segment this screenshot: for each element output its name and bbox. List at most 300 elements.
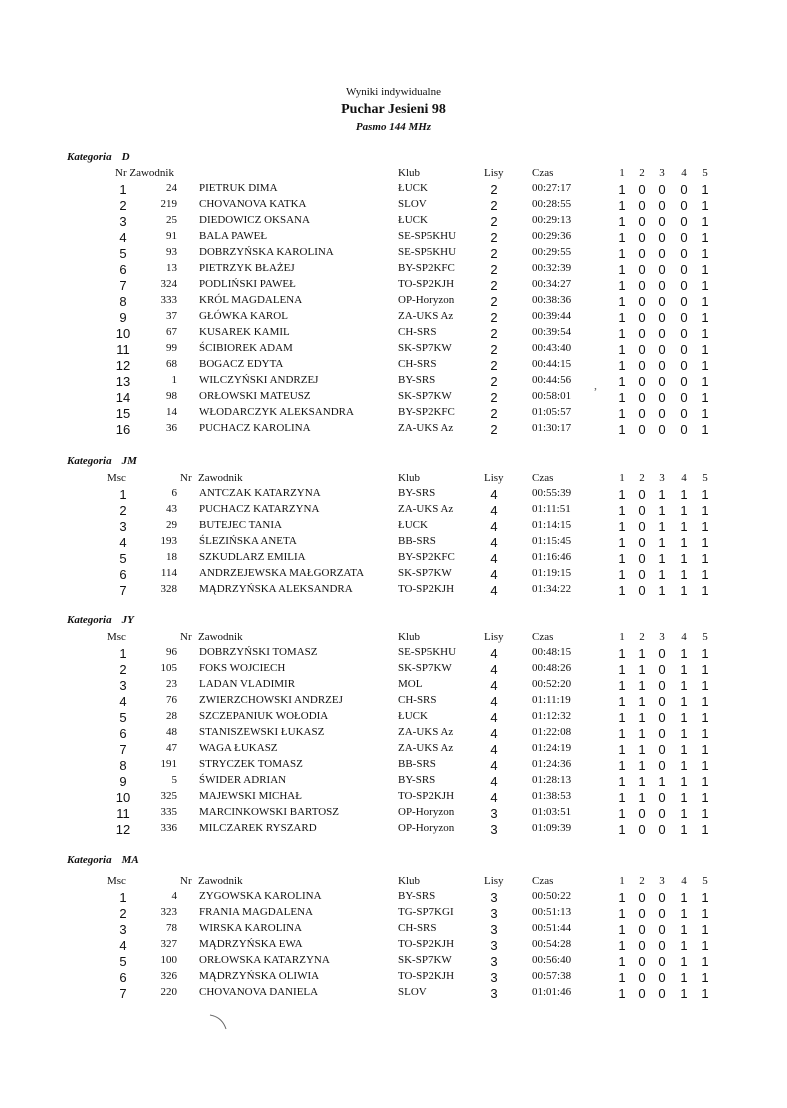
stage-2-cell: 0 (638, 890, 646, 905)
stage-3-cell: 0 (658, 422, 666, 437)
competitor-cell: MAJEWSKI MICHAŁ (199, 790, 302, 802)
foxes-cell: 3 (490, 938, 498, 953)
stage-2-cell: 0 (638, 342, 646, 357)
foxes-cell: 3 (490, 906, 498, 921)
table-row (0, 198, 787, 214)
number-cell: 14 (166, 406, 177, 418)
header-lisy: Lisy (484, 167, 504, 179)
stage-4-cell: 1 (680, 567, 688, 582)
stage-4-cell: 0 (680, 246, 688, 261)
category-heading (67, 854, 139, 866)
header-msc: Msc (107, 875, 126, 887)
stage-5-cell: 1 (701, 198, 709, 213)
place-cell: 6 (119, 726, 127, 741)
stage-5-cell: 1 (701, 230, 709, 245)
club-cell: TO-SP2KJH (398, 790, 455, 802)
table-row (0, 294, 787, 310)
header-stage-1: 1 (619, 472, 625, 484)
time-cell: 00:44:56 (532, 374, 572, 386)
place-cell: 1 (119, 487, 127, 502)
stage-3-cell: 0 (658, 342, 666, 357)
number-cell: 47 (166, 742, 177, 754)
stage-3-cell: 0 (658, 970, 666, 985)
stage-3-cell: 0 (658, 198, 666, 213)
category-label: Kategoria (67, 455, 112, 467)
stage-5-cell: 1 (701, 646, 709, 661)
stage-5-cell: 1 (701, 535, 709, 550)
stage-5-cell: 1 (701, 806, 709, 821)
stage-5-cell: 1 (701, 906, 709, 921)
header-stage-3: 3 (659, 631, 665, 643)
number-cell: 13 (166, 262, 177, 274)
number-cell: 100 (160, 954, 177, 966)
stage-4-cell: 1 (680, 726, 688, 741)
header-lisy: Lisy (484, 472, 504, 484)
place-cell: 15 (115, 406, 131, 421)
foxes-cell: 3 (490, 970, 498, 985)
place-cell: 12 (115, 822, 131, 837)
stage-4-cell: 1 (680, 535, 688, 550)
stage-5-cell: 1 (701, 503, 709, 518)
place-cell: 7 (119, 583, 127, 598)
number-cell: 327 (160, 938, 177, 950)
stage-1-cell: 1 (618, 822, 626, 837)
competitor-cell: ZWIERZCHOWSKI ANDRZEJ (199, 694, 343, 706)
table-header (0, 875, 787, 891)
place-cell: 4 (119, 694, 127, 709)
place-cell: 14 (115, 390, 131, 405)
competitor-cell: ŚCIBIOREK ADAM (199, 342, 293, 354)
stage-1-cell: 1 (618, 230, 626, 245)
stage-2-cell: 0 (638, 938, 646, 953)
club-cell: SK-SP7KW (398, 662, 452, 674)
stage-1-cell: 1 (618, 519, 626, 534)
stage-3-cell: 0 (658, 790, 666, 805)
number-cell: 91 (166, 230, 177, 242)
stage-1-cell: 1 (618, 970, 626, 985)
stage-3-cell: 0 (658, 310, 666, 325)
place-cell: 5 (119, 246, 127, 261)
table-row (0, 519, 787, 535)
competitor-cell: ŚWIDER ADRIAN (199, 774, 287, 786)
table-row (0, 390, 787, 406)
stage-4-cell: 1 (680, 662, 688, 677)
foxes-cell: 4 (490, 678, 498, 693)
stage-5-cell: 1 (701, 986, 709, 1001)
club-cell: BY-SRS (398, 774, 436, 786)
header-msc: Msc (107, 472, 126, 484)
stage-4-cell: 0 (680, 326, 688, 341)
page-title: Puchar Jesieni 98 (341, 102, 446, 117)
table-row (0, 535, 787, 551)
stage-2-cell: 0 (638, 970, 646, 985)
time-cell: 00:48:15 (532, 646, 572, 658)
foxes-cell: 3 (490, 822, 498, 837)
table-row (0, 938, 787, 954)
stage-3-cell: 1 (658, 567, 666, 582)
stage-2-cell: 0 (638, 262, 646, 277)
competitor-cell: WIRSKA KAROLINA (199, 922, 302, 934)
club-cell: TO-SP2KJH (398, 970, 455, 982)
stage-4-cell: 1 (680, 922, 688, 937)
club-cell: BY-SRS (398, 487, 436, 499)
stage-5-cell: 1 (701, 938, 709, 953)
foxes-cell: 2 (490, 278, 498, 293)
header-czas: Czas (532, 472, 554, 484)
number-cell: 5 (171, 774, 177, 786)
category-heading (67, 151, 130, 163)
foxes-cell: 3 (490, 986, 498, 1001)
number-cell: 23 (166, 678, 177, 690)
competitor-cell: PIETRUK DIMA (199, 182, 278, 194)
time-cell: 00:29:55 (532, 246, 572, 258)
club-cell: OP-Horyzon (398, 822, 455, 834)
stage-1-cell: 1 (618, 246, 626, 261)
stage-3-cell: 0 (658, 390, 666, 405)
stage-1-cell: 1 (618, 742, 626, 757)
place-cell: 8 (119, 758, 127, 773)
club-cell: ZA-UKS Az (398, 503, 454, 515)
stage-2-cell: 0 (638, 503, 646, 518)
time-cell: 00:55:39 (532, 487, 572, 499)
stage-2-cell: 1 (638, 758, 646, 773)
place-cell: 11 (116, 806, 130, 821)
foxes-cell: 4 (490, 551, 498, 566)
stage-4-cell: 0 (680, 182, 688, 197)
place-cell: 7 (119, 742, 127, 757)
competitor-cell: ŚLEZIŃSKA ANETA (199, 535, 297, 547)
table-row (0, 742, 787, 758)
table-row (0, 954, 787, 970)
competitor-cell: BUTEJEC TANIA (199, 519, 282, 531)
header-czas: Czas (532, 167, 554, 179)
stage-3-cell: 1 (658, 519, 666, 534)
stage-4-cell: 1 (680, 970, 688, 985)
stage-2-cell: 1 (638, 710, 646, 725)
time-cell: 01:01:46 (532, 986, 572, 998)
club-cell: ŁUCK (398, 214, 428, 226)
stage-2-cell: 1 (638, 662, 646, 677)
place-cell: 10 (115, 790, 131, 805)
header-czas: Czas (532, 875, 554, 887)
time-cell: 00:54:28 (532, 938, 572, 950)
stage-1-cell: 1 (618, 954, 626, 969)
time-cell: 00:51:13 (532, 906, 572, 918)
stage-3-cell: 0 (658, 278, 666, 293)
place-cell: 4 (119, 230, 127, 245)
competitor-cell: SZKUDLARZ EMILIA (199, 551, 306, 563)
stage-2-cell: 0 (638, 230, 646, 245)
table-row (0, 551, 787, 567)
stage-3-cell: 0 (658, 262, 666, 277)
competitor-cell: CHOVANOVA KATKA (199, 198, 307, 210)
stage-2-cell: 0 (638, 487, 646, 502)
time-cell: 01:38:53 (532, 790, 572, 802)
competitor-cell: WAGA ŁUKASZ (199, 742, 278, 754)
place-cell: 7 (119, 986, 127, 1001)
stage-2-cell: 0 (638, 326, 646, 341)
competitor-cell: FOKS WOJCIECH (199, 662, 286, 674)
stage-5-cell: 1 (701, 678, 709, 693)
foxes-cell: 2 (490, 342, 498, 357)
time-cell: 00:28:55 (532, 198, 572, 210)
pen-scribble (208, 1013, 230, 1033)
header-nr-zawodnik: Nr Zawodnik (115, 167, 174, 179)
stage-5-cell: 1 (701, 758, 709, 773)
competitor-cell: CHOVANOVA DANIELA (199, 986, 319, 998)
results-heading: Wyniki indywidualne (346, 86, 441, 98)
competitor-cell: MILCZAREK RYSZARD (199, 822, 317, 834)
stage-1-cell: 1 (618, 182, 626, 197)
number-cell: 68 (166, 358, 177, 370)
category-code: MA (121, 854, 139, 866)
table-row (0, 790, 787, 806)
header-stage-4: 4 (681, 631, 687, 643)
time-cell: 00:38:36 (532, 294, 572, 306)
competitor-cell: MĄDRZYŃSKA EWA (199, 938, 303, 950)
stage-5-cell: 1 (701, 487, 709, 502)
stage-5-cell: 1 (701, 519, 709, 534)
competitor-cell: WŁODARCZYK ALEKSANDRA (199, 406, 354, 418)
club-cell: ZA-UKS Az (398, 310, 454, 322)
time-cell: 00:29:13 (532, 214, 572, 226)
stage-4-cell: 1 (680, 551, 688, 566)
stage-5-cell: 1 (701, 567, 709, 582)
foxes-cell: 2 (490, 422, 498, 437)
club-cell: TG-SP7KGI (398, 906, 454, 918)
table-row (0, 214, 787, 230)
stage-5-cell: 1 (701, 294, 709, 309)
stage-5-cell: 1 (701, 358, 709, 373)
foxes-cell: 4 (490, 503, 498, 518)
time-cell: 01:16:46 (532, 551, 572, 563)
stage-5-cell: 1 (701, 310, 709, 325)
table-row (0, 906, 787, 922)
stage-3-cell: 1 (658, 535, 666, 550)
number-cell: 328 (160, 583, 177, 595)
stage-1-cell: 1 (618, 710, 626, 725)
time-cell: 00:52:20 (532, 678, 572, 690)
stage-4-cell: 1 (680, 954, 688, 969)
stage-4-cell: 0 (680, 294, 688, 309)
table-row (0, 503, 787, 519)
header-nr: Nr (180, 875, 192, 887)
stage-3-cell: 0 (658, 214, 666, 229)
stage-2-cell: 1 (638, 646, 646, 661)
place-cell: 1 (119, 646, 127, 661)
club-cell: TO-SP2KJH (398, 583, 455, 595)
stage-2-cell: 0 (638, 294, 646, 309)
place-cell: 16 (115, 422, 131, 437)
stage-3-cell: 0 (658, 906, 666, 921)
stage-3-cell: 0 (658, 230, 666, 245)
place-cell: 5 (119, 954, 127, 969)
header-klub: Klub (398, 472, 420, 484)
number-cell: 93 (166, 246, 177, 258)
place-cell: 10 (115, 326, 131, 341)
stage-3-cell: 1 (658, 583, 666, 598)
category-code: JY (121, 614, 134, 626)
time-cell: 01:24:19 (532, 742, 572, 754)
place-cell: 6 (119, 262, 127, 277)
stage-1-cell: 1 (618, 790, 626, 805)
time-cell: 01:15:45 (532, 535, 572, 547)
foxes-cell: 2 (490, 182, 498, 197)
stage-4-cell: 1 (680, 822, 688, 837)
stage-2-cell: 1 (638, 742, 646, 757)
stage-3-cell: 1 (658, 551, 666, 566)
number-cell: 336 (160, 822, 177, 834)
stage-1-cell: 1 (618, 310, 626, 325)
stage-3-cell: 0 (658, 358, 666, 373)
number-cell: 323 (160, 906, 177, 918)
time-cell: 00:27:17 (532, 182, 572, 194)
stage-4-cell: 1 (680, 758, 688, 773)
stage-5-cell: 1 (701, 406, 709, 421)
stage-3-cell: 0 (658, 406, 666, 421)
place-cell: 6 (119, 567, 127, 582)
stage-2-cell: 0 (638, 278, 646, 293)
place-cell: 1 (119, 890, 127, 905)
number-cell: 48 (166, 726, 177, 738)
number-cell: 6 (171, 487, 177, 499)
number-cell: 78 (166, 922, 177, 934)
number-cell: 96 (166, 646, 177, 658)
stage-5-cell: 1 (701, 326, 709, 341)
table-row (0, 230, 787, 246)
stage-3-cell: 0 (658, 662, 666, 677)
time-cell: 00:50:22 (532, 890, 572, 902)
stage-2-cell: 0 (638, 358, 646, 373)
table-row (0, 326, 787, 342)
number-cell: 324 (160, 278, 177, 290)
competitor-cell: BALA PAWEŁ (199, 230, 268, 242)
time-cell: 00:39:54 (532, 326, 572, 338)
stage-1-cell: 1 (618, 726, 626, 741)
stage-3-cell: 0 (658, 742, 666, 757)
competitor-cell: PUCHACZ KAROLINA (199, 422, 311, 434)
time-cell: 01:19:15 (532, 567, 572, 579)
competitor-cell: PODLIŃSKI PAWEŁ (199, 278, 296, 290)
number-cell: 220 (160, 986, 177, 998)
foxes-cell: 2 (490, 310, 498, 325)
foxes-cell: 4 (490, 758, 498, 773)
number-cell: 333 (160, 294, 177, 306)
stage-5-cell: 1 (701, 694, 709, 709)
stage-5-cell: 1 (701, 662, 709, 677)
stage-4-cell: 1 (680, 694, 688, 709)
stage-5-cell: 1 (701, 342, 709, 357)
header-klub: Klub (398, 167, 420, 179)
table-row (0, 487, 787, 503)
competitor-cell: ORŁOWSKA KATARZYNA (199, 954, 330, 966)
table-row (0, 758, 787, 774)
stage-5-cell: 1 (701, 374, 709, 389)
number-cell: 191 (160, 758, 177, 770)
table-row (0, 922, 787, 938)
stage-3-cell: 0 (658, 710, 666, 725)
club-cell: BY-SRS (398, 890, 436, 902)
table-row (0, 678, 787, 694)
stage-2-cell: 0 (638, 198, 646, 213)
table-row (0, 583, 787, 599)
stage-4-cell: 1 (680, 938, 688, 953)
foxes-cell: 2 (490, 198, 498, 213)
header-lisy: Lisy (484, 631, 504, 643)
club-cell: ŁUCK (398, 519, 428, 531)
band-subtitle: Pasmo 144 MHz (355, 121, 432, 133)
stage-4-cell: 0 (680, 374, 688, 389)
competitor-cell: KUSAREK KAMIL (199, 326, 290, 338)
stage-1-cell: 1 (618, 198, 626, 213)
club-cell: SK-SP7KW (398, 390, 452, 402)
header-stage-1: 1 (619, 875, 625, 887)
header-lisy: Lisy (484, 875, 504, 887)
stage-5-cell: 1 (701, 954, 709, 969)
stage-1-cell: 1 (618, 487, 626, 502)
time-cell: 01:30:17 (532, 422, 572, 434)
competitor-cell: MARCINKOWSKI BARTOSZ (199, 806, 340, 818)
club-cell: ŁUCK (398, 710, 428, 722)
time-cell: 00:29:36 (532, 230, 572, 242)
pen-mark: , (594, 378, 597, 392)
foxes-cell: 4 (490, 535, 498, 550)
time-cell: 01:22:08 (532, 726, 572, 738)
header-stage-5: 5 (702, 875, 708, 887)
club-cell: OP-Horyzon (398, 806, 455, 818)
time-cell: 00:44:15 (532, 358, 572, 370)
stage-2-cell: 0 (638, 374, 646, 389)
header-zawodnik: Zawodnik (198, 631, 243, 643)
number-cell: 37 (166, 310, 177, 322)
time-cell: 01:14:15 (532, 519, 572, 531)
header-klub: Klub (398, 875, 420, 887)
foxes-cell: 4 (490, 694, 498, 709)
stage-3-cell: 0 (658, 678, 666, 693)
stage-3-cell: 0 (658, 246, 666, 261)
place-cell: 4 (119, 938, 127, 953)
stage-1-cell: 1 (618, 583, 626, 598)
stage-2-cell: 0 (638, 519, 646, 534)
stage-4-cell: 0 (680, 310, 688, 325)
foxes-cell: 2 (490, 230, 498, 245)
header-stage-1: 1 (619, 167, 625, 179)
place-cell: 2 (119, 198, 127, 213)
place-cell: 5 (119, 551, 127, 566)
table-row (0, 806, 787, 822)
stage-1-cell: 1 (618, 374, 626, 389)
stage-5-cell: 1 (701, 742, 709, 757)
table-row (0, 662, 787, 678)
stage-2-cell: 0 (638, 214, 646, 229)
club-cell: TO-SP2KJH (398, 278, 455, 290)
stage-1-cell: 1 (618, 646, 626, 661)
table-header (0, 167, 787, 183)
stage-5-cell: 1 (701, 182, 709, 197)
table-row (0, 182, 787, 198)
stage-3-cell: 1 (658, 503, 666, 518)
stage-4-cell: 0 (680, 278, 688, 293)
time-cell: 00:48:26 (532, 662, 572, 674)
stage-2-cell: 0 (638, 310, 646, 325)
number-cell: 99 (166, 342, 177, 354)
header-czas: Czas (532, 631, 554, 643)
club-cell: BY-SP2KFC (398, 551, 455, 563)
stage-4-cell: 1 (680, 806, 688, 821)
club-cell: SK-SP7KW (398, 567, 452, 579)
foxes-cell: 3 (490, 954, 498, 969)
stage-2-cell: 0 (638, 986, 646, 1001)
